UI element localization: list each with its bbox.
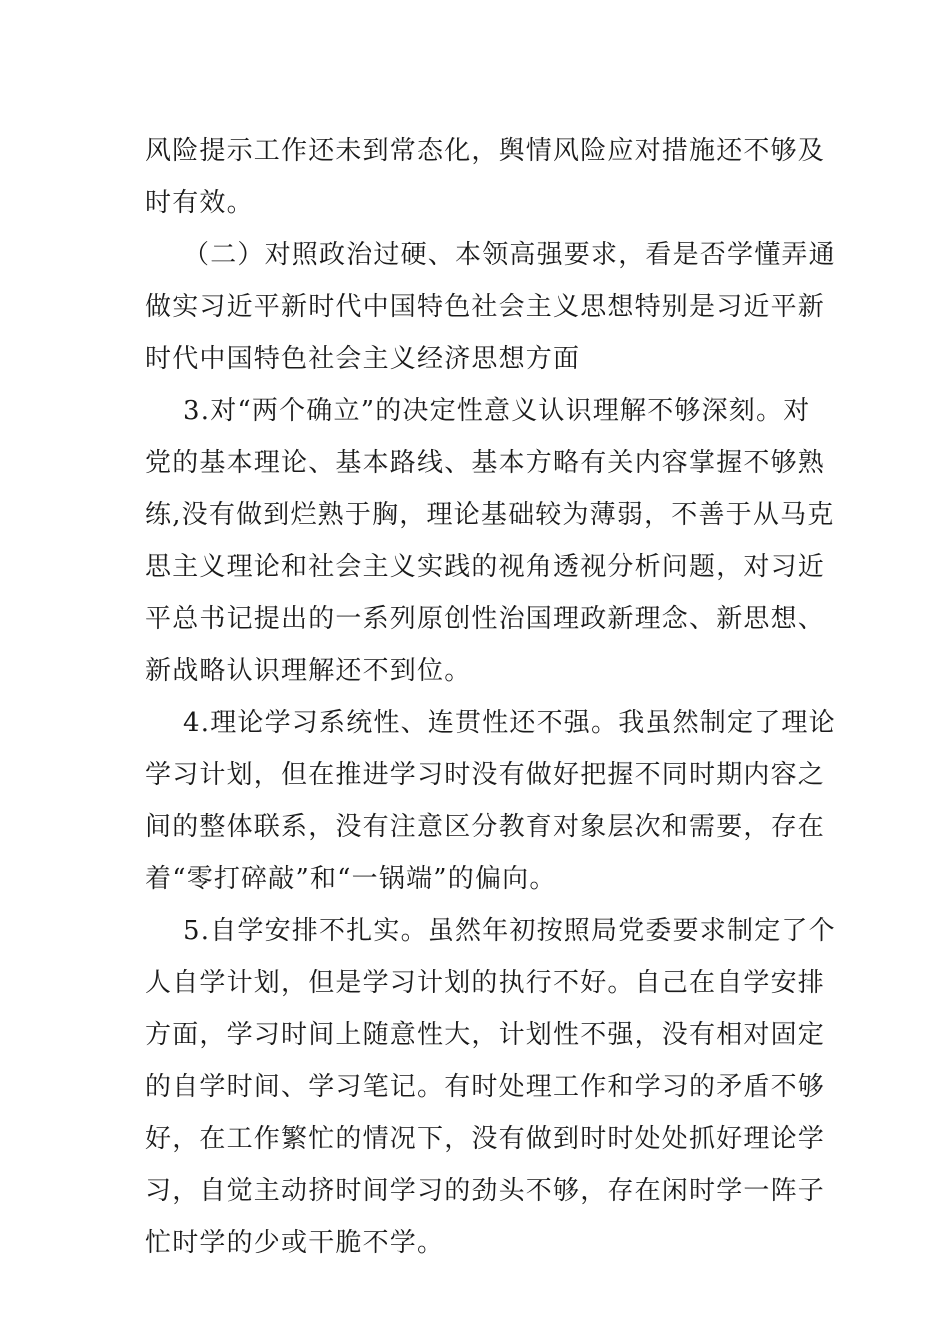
text-line: 时代中国特色社会主义经济思想方面 (145, 344, 581, 374)
text-line: 时有效。 (145, 188, 254, 218)
text-line: 方面，学习时间上随意性大，计划性不强，没有相对固定 (145, 1020, 826, 1050)
text-line: 思主义理论和社会主义实践的视角透视分析问题，对习近 (145, 552, 826, 582)
text-line: 练,没有做到烂熟于胸，理论基础较为薄弱，不善于从马克 (145, 500, 835, 530)
text-line: 着“零打碎敲”和“一锅端”的偏向。 (145, 864, 557, 894)
document-body (145, 125, 836, 1269)
section-heading-2 (145, 229, 836, 385)
text-line: 习，自觉主动挤时间学习的劲头不够，存在闲时学一阵子 (145, 1176, 826, 1206)
text-line: 4.理论学习系统性、连贯性还不强。我虽然制定了理论 (183, 708, 836, 738)
paragraph-item-4 (145, 697, 836, 905)
text-line: 风险提示工作还未到常态化，舆情风险应对措施还不够及 (145, 136, 826, 166)
text-line: 忙时学的少或干脆不学。 (145, 1228, 445, 1258)
text-line: 做实习近平新时代中国特色社会主义思想特别是习近平新 (145, 292, 826, 322)
text-line: 5.自学安排不扎实。虽然年初按照局党委要求制定了个 (183, 916, 836, 946)
text-line: 3.对“两个确立”的决定性意义认识理解不够深刻。对 (183, 396, 811, 426)
text-line: 平总书记提出的一系列原创性治国理政新理念、新思想、 (145, 604, 826, 634)
text-line: 新战略认识理解还不到位。 (145, 656, 472, 686)
text-line: 间的整体联系，没有注意区分教育对象层次和需要，存在 (145, 812, 826, 842)
text-line: 学习计划，但在推进学习时没有做好把握不同时期内容之 (145, 760, 826, 790)
text-line: 党的基本理论、基本路线、基本方略有关内容掌握不够熟 (145, 448, 826, 478)
text-line: 好，在工作繁忙的情况下，没有做到时时处处抓好理论学 (145, 1124, 826, 1154)
text-line: 人自学计划，但是学习计划的执行不好。自己在自学安排 (145, 968, 826, 998)
text-line: （二）对照政治过硬、本领高强要求，看是否学懂弄通 (183, 240, 836, 270)
paragraph-item-3 (145, 385, 835, 697)
paragraph-risk-tail (145, 125, 826, 229)
text-line: 的自学时间、学习笔记。有时处理工作和学习的矛盾不够 (145, 1072, 826, 1102)
paragraph-item-5 (145, 905, 836, 1269)
